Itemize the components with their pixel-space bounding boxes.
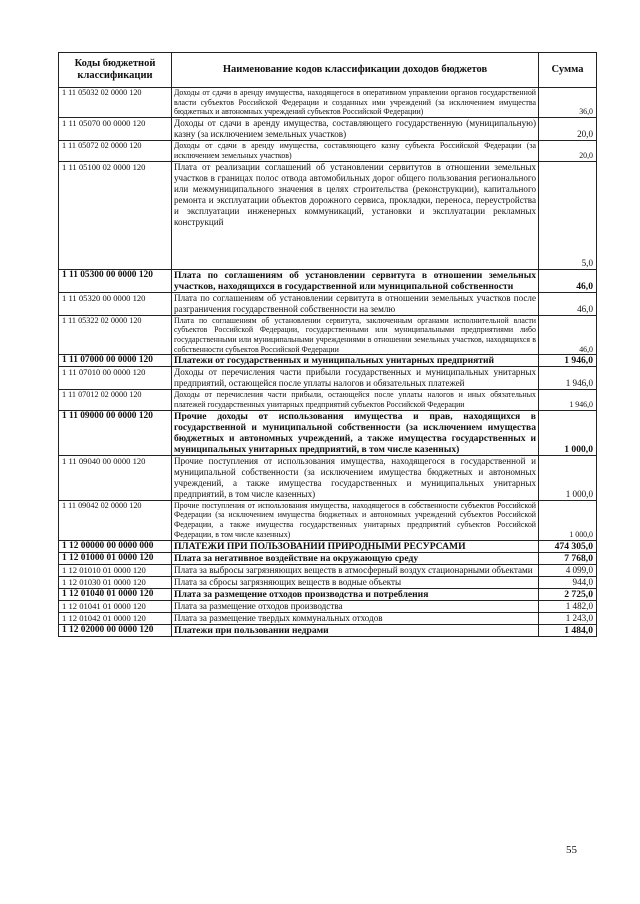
budget-code-cell: 1 12 01010 01 0000 120 xyxy=(59,564,172,576)
budget-code-cell: 1 11 07012 02 0000 120 xyxy=(59,390,172,410)
amount-cell: 1 000,0 xyxy=(539,410,597,455)
budget-code-cell: 1 11 09000 00 0000 120 xyxy=(59,410,172,455)
amount-cell: 1 484,0 xyxy=(539,624,597,636)
table-row xyxy=(59,315,597,355)
budget-code-cell: 1 11 05320 00 0000 120 xyxy=(59,292,172,315)
amount-cell: 46,0 xyxy=(539,269,597,292)
revenue-name-cell xyxy=(172,624,539,636)
revenue-name-text: Доходы от перечисления части прибыли государственных и муниципальных унитарных предприятий, остающейся после уплаты налогов и обязательных платежей xyxy=(174,367,536,389)
budget-code-cell: 1 11 05070 00 0000 120 xyxy=(59,118,172,141)
table-row xyxy=(59,292,597,315)
header-code: Коды бюджетной классификации xyxy=(59,53,172,88)
amount-cell: 1 946,0 xyxy=(539,355,597,367)
revenue-name-text: Плата по соглашениям об установлении сервитута, заключенным органами исполнительной власти субъектов Российской Федерации, государственными или муниципальными предприятиями либо государственными или муниципальными учреждениями в отношении земельных участков, находящихся в собственности субъектов Российской Федерации xyxy=(174,315,536,354)
revenue-name-text: Плата за размещение отходов производства xyxy=(174,600,343,611)
budget-code-cell: 1 11 09040 00 0000 120 xyxy=(59,455,172,500)
table-row xyxy=(59,161,597,269)
revenue-name-text: ПЛАТЕЖИ ПРИ ПОЛЬЗОВАНИИ ПРИРОДНЫМИ РЕСУРСАМИ xyxy=(174,540,466,552)
revenue-name-cell xyxy=(172,269,539,292)
table-row xyxy=(59,88,597,118)
budget-code-cell: 1 11 05072 02 0000 120 xyxy=(59,141,172,161)
budget-code-cell: 1 11 05100 02 0000 120 xyxy=(59,161,172,269)
revenue-name-text: Доходы от сдачи в аренду имущества, находящегося в оперативном управлении органов государственной власти субъектов Российской Федерации и созданных ими учреждений (за исключением имущества бюджетных и автономных учреждений субъектов Российской Федерации) xyxy=(174,88,536,117)
revenue-name-cell xyxy=(172,552,539,564)
amount-cell: 1 243,0 xyxy=(539,612,597,624)
budget-code-cell: 1 12 02000 00 0000 120 xyxy=(59,624,172,636)
revenue-name-text: Плата от реализации соглашений об установлении сервитутов в отношении земельных участков в границах полос отвода автомобильных дорог общего пользования регионального или межмуниципального значения в целях строительства (реконструкции), капитального ремонта и эксплуатации объектов дорожного сервиса, прокладки, переноса, переустройства и эксплуатации инженерных коммуникаций, установки и эксплуатации рекламных конструкций xyxy=(174,161,536,227)
table-row xyxy=(59,564,597,576)
budget-code-cell: 1 11 05300 00 0000 120 xyxy=(59,269,172,292)
table-row xyxy=(59,576,597,588)
table-row xyxy=(59,588,597,600)
table-row xyxy=(59,455,597,500)
table-row xyxy=(59,118,597,141)
amount-cell: 46,0 xyxy=(539,292,597,315)
amount-cell: 7 768,0 xyxy=(539,552,597,564)
amount-cell: 20,0 xyxy=(539,141,597,161)
revenue-name-text: Плата по соглашениям об установлении сервитута в отношении земельных участков после разграничения государственной собственности на землю xyxy=(174,292,536,314)
budget-code-cell: 1 12 01041 01 0000 120 xyxy=(59,600,172,612)
revenue-name-text: Плата за размещение отходов производства и потребления xyxy=(174,588,429,600)
budget-code-cell: 1 11 09042 02 0000 120 xyxy=(59,500,172,540)
table-row xyxy=(59,269,597,292)
revenue-name-cell xyxy=(172,540,539,552)
revenue-name-cell xyxy=(172,564,539,576)
revenue-name-cell xyxy=(172,161,539,269)
budget-code-cell: 1 12 01030 01 0000 120 xyxy=(59,576,172,588)
table-row xyxy=(59,390,597,410)
budget-code-cell: 1 11 05322 02 0000 120 xyxy=(59,315,172,355)
table-row xyxy=(59,612,597,624)
amount-cell: 1 000,0 xyxy=(539,500,597,540)
revenue-name-cell xyxy=(172,355,539,367)
revenue-name-cell xyxy=(172,367,539,390)
amount-cell: 1 482,0 xyxy=(539,600,597,612)
table-row xyxy=(59,141,597,161)
amount-cell: 474 305,0 xyxy=(539,540,597,552)
table-row xyxy=(59,500,597,540)
revenue-name-cell xyxy=(172,576,539,588)
revenue-name-text: Плата за размещение твердых коммунальных отходов xyxy=(174,612,383,623)
amount-cell: 1 946,0 xyxy=(539,390,597,410)
amount-cell: 36,0 xyxy=(539,88,597,118)
revenue-name-text: Прочие поступления от использования имущества, находящегося в государственной и муниципальной собственности (за исключением имущества бюджетных и автономных учреждений, а также имущества государственных и муниципальных унитарных предприятий, в том числе казенных) xyxy=(174,455,536,499)
revenue-name-cell xyxy=(172,612,539,624)
budget-code-cell: 1 12 01040 01 0000 120 xyxy=(59,588,172,600)
revenue-name-cell xyxy=(172,141,539,161)
revenue-name-text: Доходы от сдачи в аренду имущества, составляющего государственную (муниципальную) казну (за исключением земельных участков) xyxy=(174,118,536,140)
table-row xyxy=(59,552,597,564)
amount-cell: 1 946,0 xyxy=(539,367,597,390)
amount-cell: 20,0 xyxy=(539,118,597,141)
amount-cell: 1 000,0 xyxy=(539,455,597,500)
revenue-name-text: Плата за негативное воздействие на окружающую среду xyxy=(174,552,419,564)
revenue-classification-table xyxy=(58,52,597,637)
revenue-name-cell xyxy=(172,500,539,540)
document-page xyxy=(58,52,596,637)
revenue-name-cell xyxy=(172,455,539,500)
table-row xyxy=(59,355,597,367)
table-row xyxy=(59,410,597,455)
revenue-name-cell xyxy=(172,588,539,600)
revenue-name-text: Плата за сбросы загрязняющих веществ в водные объекты xyxy=(174,576,402,587)
table-row xyxy=(59,540,597,552)
revenue-name-cell xyxy=(172,600,539,612)
revenue-name-cell xyxy=(172,118,539,141)
revenue-name-text: Платежи от государственных и муниципальных унитарных предприятий xyxy=(174,355,495,367)
revenue-name-text: Доходы от перечисления части прибыли, остающейся после уплаты налогов и иных обязательных платежей государственных унитарных предприятий субъектов Российской Федерации xyxy=(174,390,536,410)
budget-code-cell: 1 11 07000 00 0000 120 xyxy=(59,355,172,367)
table-row xyxy=(59,600,597,612)
budget-code-cell: 1 12 01000 01 0000 120 xyxy=(59,552,172,564)
budget-code-cell: 1 12 01042 01 0000 120 xyxy=(59,612,172,624)
revenue-name-text: Плата за выбросы загрязняющих веществ в атмосферный воздух стационарными объектами xyxy=(174,564,533,575)
budget-code-cell: 1 11 07010 00 0000 120 xyxy=(59,367,172,390)
budget-code-cell: 1 12 00000 00 0000 000 xyxy=(59,540,172,552)
revenue-name-text: Плата по соглашениям об установлении сервитута в отношении земельных участков, находящихся в государственной или муниципальной собственности xyxy=(174,269,536,292)
header-sum: Сумма xyxy=(539,53,597,88)
table-row xyxy=(59,624,597,636)
revenue-name-text: Прочие доходы от использования имущества и прав, находящихся в государственной и муниципальной собственности (за исключением имущества бюджетных и автономных учреждений, а также имущества государственных и муниципальных унитарных предприятий, в том числе казенных) xyxy=(174,410,536,455)
revenue-name-cell xyxy=(172,292,539,315)
table-row xyxy=(59,367,597,390)
revenue-name-text: Платежи при пользовании недрами xyxy=(174,624,329,636)
amount-cell: 46,0 xyxy=(539,315,597,355)
revenue-name-text: Доходы от сдачи в аренду имущества, составляющего казну субъекта Российской Федерации (за исключением земельных участков) xyxy=(174,141,536,160)
amount-cell: 944,0 xyxy=(539,576,597,588)
revenue-name-cell xyxy=(172,410,539,455)
revenue-name-cell xyxy=(172,390,539,410)
table-header-row xyxy=(59,53,597,88)
amount-cell: 5,0 xyxy=(539,161,597,269)
revenue-name-cell xyxy=(172,315,539,355)
amount-cell: 4 099,0 xyxy=(539,564,597,576)
budget-code-cell: 1 11 05032 02 0000 120 xyxy=(59,88,172,118)
page-number: 55 xyxy=(566,844,577,856)
revenue-name-text: Прочие поступления от использования имущества, находящегося в собственности субъектов Российской Федерации (за исключением имущества бюджетных и автономных учреждений субъектов Российской Федерации, а также имущества государственных унитарных предприятий субъектов Российской Федерации, в том числе казенных) xyxy=(174,500,536,539)
header-name: Наименование кодов классификации доходов бюджетов xyxy=(172,53,539,88)
revenue-name-cell xyxy=(172,88,539,118)
amount-cell: 2 725,0 xyxy=(539,588,597,600)
